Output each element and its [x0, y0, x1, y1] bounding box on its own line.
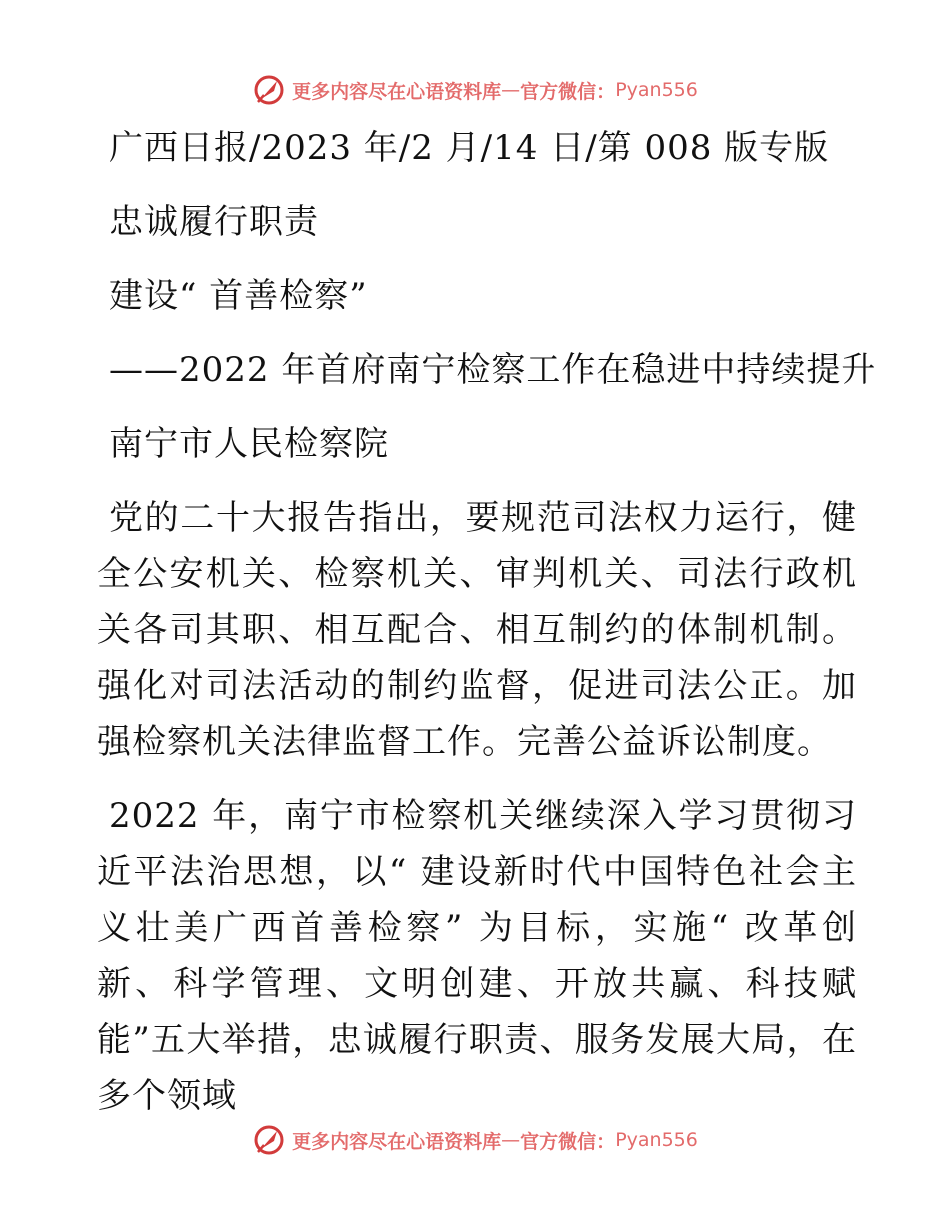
article-title-line2: 建设“ 首善检察”	[109, 276, 368, 316]
paragraph: 2022 年，南宁市检察机关继续深入学习贯彻习近平法治思想，以“ 建设新时代中国特色社会主义壮美广西首善检察” 为目标，实施“ 改革创新、科学管理、文明创建、开放共赢、科技赋能”五大举措，忠诚履行职责、服务发展大局，在多个领域	[97, 796, 857, 1116]
quill-logo-icon	[252, 73, 286, 107]
watermark-wechat-label: 官方微信：	[520, 1130, 616, 1153]
paragraph: 党的二十大报告指出，要规范司法权力运行，健全公安机关、检察机关、审判机关、司法行政机关各司其职、相互配合、相互制约的体制机制。强化对司法活动的制约监督，促进司法公正。加强检察机关法律监督工作。完善公益诉讼制度。	[97, 498, 857, 762]
watermark-footer	[0, 1120, 950, 1160]
watermark-separator: —	[501, 79, 521, 101]
article-body	[97, 120, 877, 1142]
watermark-wechat-id: Pyan556	[615, 79, 698, 101]
article-title-line1: 忠诚履行职责	[109, 202, 319, 242]
watermark-wechat-label: 官方微信：	[520, 80, 616, 103]
source-line: 广西日报/2023 年/2 月/14 日/第 008 版专版	[109, 128, 830, 168]
watermark-header	[0, 70, 950, 110]
watermark-separator: —	[501, 1129, 521, 1151]
watermark-wechat-id: Pyan556	[615, 1129, 698, 1151]
quill-logo-icon	[252, 1123, 286, 1157]
article-author: 南宁市人民检察院	[109, 424, 389, 464]
watermark-text: 更多内容尽在心语资料库	[292, 80, 502, 103]
watermark-text: 更多内容尽在心语资料库	[292, 1130, 502, 1153]
article-subtitle: ——2022 年首府南宁检察工作在稳进中持续提升	[109, 350, 877, 390]
